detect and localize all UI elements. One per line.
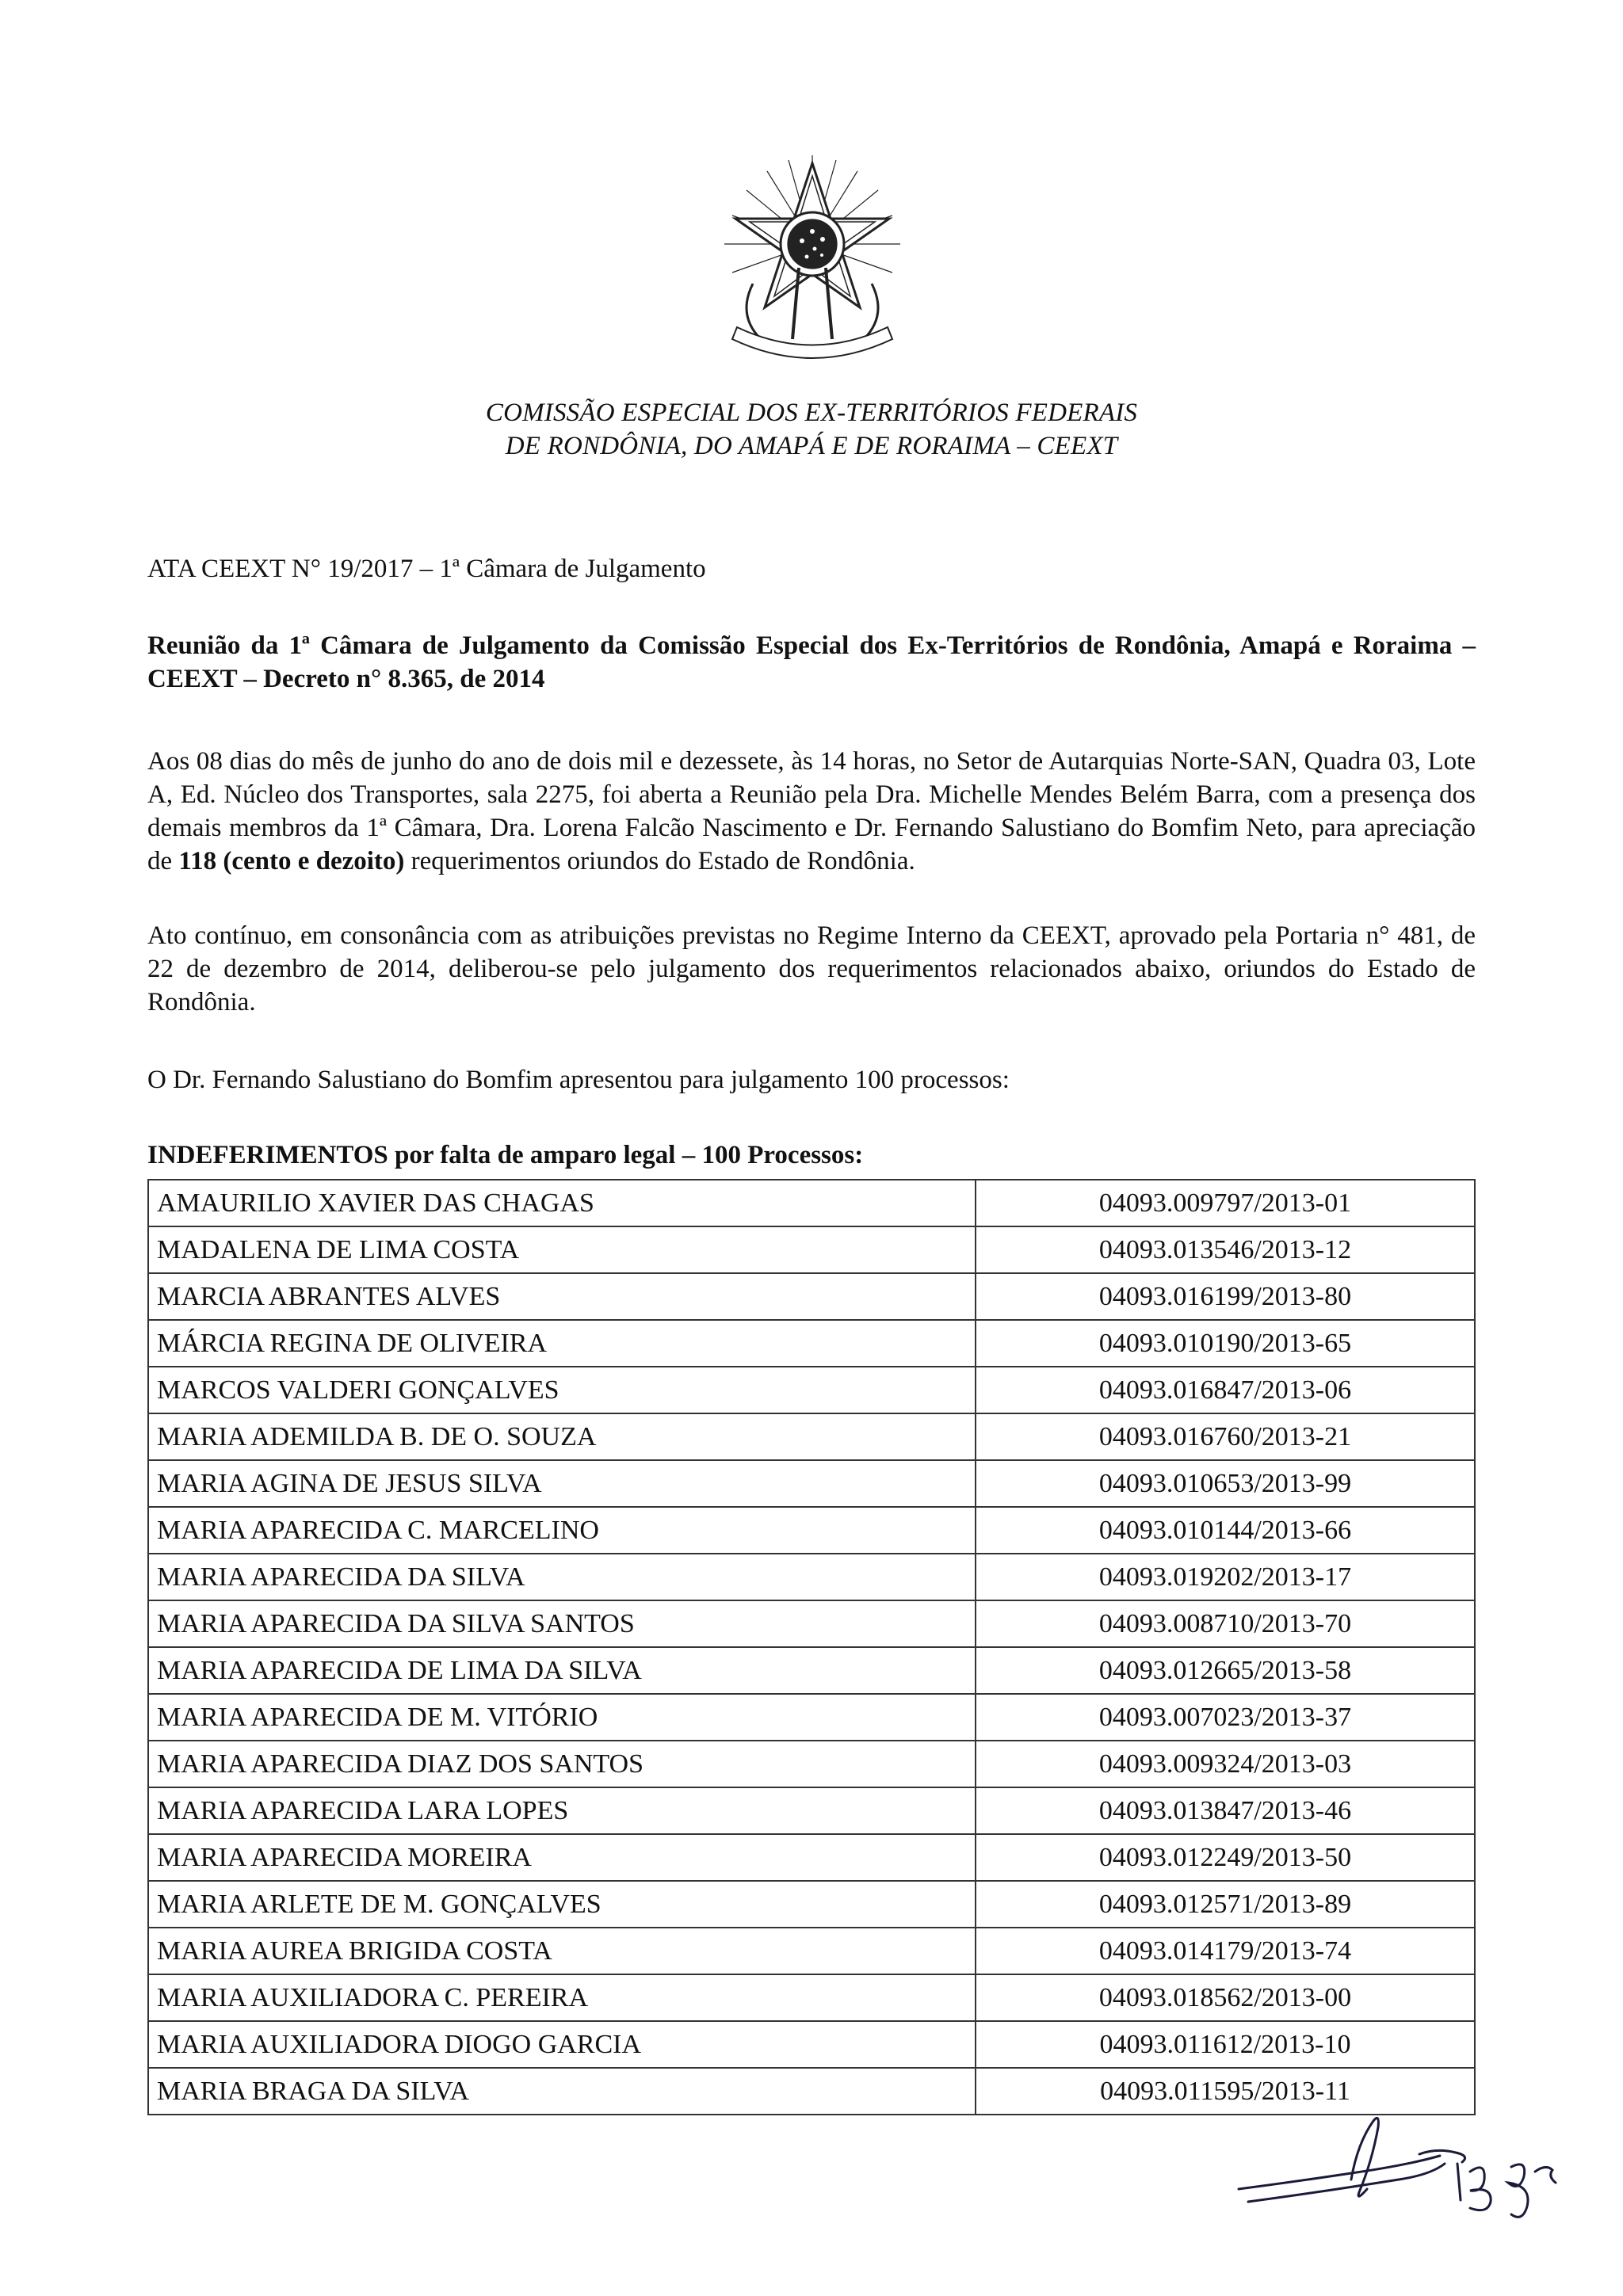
row-process: 04093.011595/2013-11 xyxy=(976,2068,1475,2115)
table-row xyxy=(148,1741,1475,1787)
row-process: 04093.010653/2013-99 xyxy=(976,1460,1475,1507)
table-row xyxy=(148,1928,1475,1974)
row-process: 04093.010190/2013-65 xyxy=(976,1320,1475,1367)
row-process: 04093.016847/2013-06 xyxy=(976,1367,1475,1413)
row-process: 04093.012249/2013-50 xyxy=(976,1834,1475,1881)
header-line-2: DE RONDÔNIA, DO AMAPÁ E DE RORAIMA – CEEXT xyxy=(505,432,1118,460)
presentation-paragraph: O Dr. Fernando Salustiano do Bomfim apresentou para julgamento 100 processos: xyxy=(147,1066,1010,1094)
row-process: 04093.007023/2013-37 xyxy=(976,1694,1475,1741)
table-row xyxy=(148,1554,1475,1600)
row-process: 04093.011612/2013-10 xyxy=(976,2021,1475,2068)
row-name: MARIA ADEMILDA B. DE O. SOUZA xyxy=(148,1413,976,1460)
table-row xyxy=(148,1226,1475,1273)
row-process: 04093.019202/2013-17 xyxy=(976,1554,1475,1600)
table-row xyxy=(148,1507,1475,1554)
coat-of-arms-icon xyxy=(705,149,919,371)
row-process: 04093.009797/2013-01 xyxy=(976,1180,1475,1226)
row-name: MARIA APARECIDA DA SILVA SANTOS xyxy=(148,1600,976,1647)
row-process: 04093.016760/2013-21 xyxy=(976,1413,1475,1460)
section-title: INDEFERIMENTOS por falta de amparo legal – 100 Processos: xyxy=(147,1141,864,1169)
row-name: MARIA APARECIDA DA SILVA xyxy=(148,1554,976,1600)
opening-paragraph-end: requerimentos oriundos do Estado de Rondônia. xyxy=(404,847,915,875)
row-name: MARIA APARECIDA LARA LOPES xyxy=(148,1787,976,1834)
row-name: AMAURILIO XAVIER DAS CHAGAS xyxy=(148,1180,976,1226)
table-row xyxy=(148,1600,1475,1647)
row-name: MARIA ARLETE DE M. GONÇALVES xyxy=(148,1881,976,1928)
row-name: MARIA AGINA DE JESUS SILVA xyxy=(148,1460,976,1507)
row-process: 04093.008710/2013-70 xyxy=(976,1600,1475,1647)
row-process: 04093.016199/2013-80 xyxy=(976,1273,1475,1320)
row-name: MARIA APARECIDA DE M. VITÓRIO xyxy=(148,1694,976,1741)
row-name: MARIA AUXILIADORA C. PEREIRA xyxy=(148,1974,976,2021)
deliberation-paragraph: Ato contínuo, em consonância com as atribuições previstas no Regime Interno da CEEXT, aprovado pela Portaria n° 481, de 22 de dezembro de 2014, deliberou-se pelo julgamento dos requerimentos relacionados abaixo, oriundos do Estado de Rondônia. xyxy=(147,921,1476,1016)
row-process: 04093.010144/2013-66 xyxy=(976,1507,1475,1554)
row-name: MADALENA DE LIMA COSTA xyxy=(148,1226,976,1273)
table-row xyxy=(148,1180,1475,1226)
meeting-title: Reunião da 1ª Câmara de Julgamento da Comissão Especial dos Ex-Territórios de Rondônia, Amapá e Roraima – CEEXT – Decreto n° 8.365, de 2014 xyxy=(147,631,1476,693)
opening-paragraph xyxy=(147,745,1476,878)
header-line-1: COMISSÃO ESPECIAL DOS EX-TERRITÓRIOS FEDERAIS xyxy=(485,399,1138,427)
table-row xyxy=(148,2021,1475,2068)
table-row xyxy=(148,1974,1475,2021)
row-process: 04093.009324/2013-03 xyxy=(976,1741,1475,1787)
row-name: MARCOS VALDERI GONÇALVES xyxy=(148,1367,976,1413)
opening-paragraph-text: Aos 08 dias do mês de junho do ano de dois mil e dezessete, às 14 horas, no Setor de Autarquias Norte-SAN, Quadra 03, Lote A, Ed. Núcleo dos Transportes, sala 2275, foi aberta a Reunião pela Dra. Michelle Mendes Belém Barra, com a presença dos demais membros da 1ª Câmara, Dra. Lorena Falcão Nascimento e Dr. Fernando Salustiano do Bomfim Neto, para apreciação de xyxy=(147,747,1476,875)
table-row xyxy=(148,1647,1475,1694)
ata-number: ATA CEEXT N° 19/2017 – 1ª Câmara de Julgamento xyxy=(147,555,706,583)
row-name: MARIA AUXILIADORA DIOGO GARCIA xyxy=(148,2021,976,2068)
row-name: MARIA AUREA BRIGIDA COSTA xyxy=(148,1928,976,1974)
opening-paragraph-count: 118 (cento e dezoito) xyxy=(178,847,405,875)
table-row xyxy=(148,1834,1475,1881)
row-name: MARIA APARECIDA MOREIRA xyxy=(148,1834,976,1881)
process-table xyxy=(147,1179,1476,2115)
row-name: MARCIA ABRANTES ALVES xyxy=(148,1273,976,1320)
table-row xyxy=(148,1320,1475,1367)
table-row xyxy=(148,1694,1475,1741)
row-process: 04093.012571/2013-89 xyxy=(976,1881,1475,1928)
row-process: 04093.012665/2013-58 xyxy=(976,1647,1475,1694)
table-row xyxy=(148,1413,1475,1460)
signature-mark xyxy=(1232,2103,1565,2230)
table-row xyxy=(148,1881,1475,1928)
table-row xyxy=(148,1273,1475,1320)
row-process: 04093.018562/2013-00 xyxy=(976,1974,1475,2021)
row-name: MÁRCIA REGINA DE OLIVEIRA xyxy=(148,1320,976,1367)
row-name: MARIA APARECIDA C. MARCELINO xyxy=(148,1507,976,1554)
row-process: 04093.013847/2013-46 xyxy=(976,1787,1475,1834)
row-name: MARIA APARECIDA DE LIMA DA SILVA xyxy=(148,1647,976,1694)
table-row xyxy=(148,1367,1475,1413)
table-row xyxy=(148,1460,1475,1507)
row-name: MARIA BRAGA DA SILVA xyxy=(148,2068,976,2115)
commission-header xyxy=(0,396,1623,463)
table-row xyxy=(148,1787,1475,1834)
row-process: 04093.014179/2013-74 xyxy=(976,1928,1475,1974)
row-process: 04093.013546/2013-12 xyxy=(976,1226,1475,1273)
row-name: MARIA APARECIDA DIAZ DOS SANTOS xyxy=(148,1741,976,1787)
